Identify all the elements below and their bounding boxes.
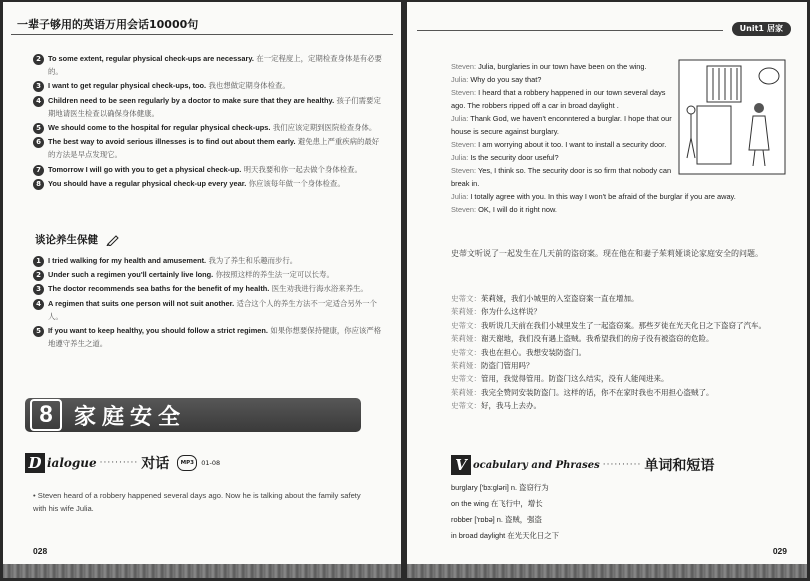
english-sentence: The doctor recommends sea baths for the benefit of my health. [48,284,270,294]
list-item [33,79,385,92]
english-sentence: If you want to keep healthy, you should follow a strict regimen. [48,326,268,336]
list-item [33,254,385,267]
health-sentence-list [33,254,385,351]
pencil-icon [106,234,120,246]
list-item [33,177,385,190]
vocab-item: robber ['rɒbə] n. 盗贼，强盗 [451,515,542,524]
speaker: 史蒂文： [451,401,481,411]
mp3-icon: MP3 [177,455,197,471]
chinese-translation: 医生劝我进行海水浴来养生。 [271,284,368,294]
speaker: Steven: [451,166,477,175]
list-item [33,52,385,78]
unit-label: Unit1 [739,24,764,33]
speaker: 茱莉娅： [451,361,481,371]
dialogue-line: 茱莉娅：你为什么这样说？ [451,307,541,317]
dialogue-header [25,452,295,474]
dialogue-line: 史蒂文：我听说几天前在我们小城里发生了一起盗窃案。那些歹徒在光天化日之下盗窃了汽车。 [451,320,766,330]
dialogue-line: 史蒂文：我也在担心。我想安装防盗门。 [451,347,586,357]
speaker: Steven: [451,140,477,149]
track-number: 01-08 [201,459,221,467]
chinese-translation: 我也想做定期身体检查。 [208,81,290,91]
leader-dots: ·········· [602,460,642,470]
checkup-sentence-list [33,52,385,191]
chinese-translation: 你应该每年做一个身体检查。 [248,178,345,188]
vocab-item: in broad daylight 在光天化日之下 [451,531,560,540]
page-edge-band [407,564,807,578]
page-edge-band [3,564,401,578]
subsection-title: 谈论养生保健 [35,234,98,246]
chinese-translation: 孩子们需要定期地请医生检查以确保身体健康。 [48,95,381,118]
dialogue-line: 史蒂文：管用，我觉得管用。防盗门这么结实，没有人能闯进来。 [451,374,669,384]
dialogue-intro: • Steven heard of a robbery happened several days ago. Now he is talking about the family safety with his wife Julia. [33,491,361,513]
chinese-dialogue [451,292,791,413]
section-banner [25,398,361,432]
page-number: 029 [772,546,787,556]
speaker: Steven: [451,62,477,71]
item-number: 3 [33,81,44,92]
dialogue-line: Julia: I totally agree with you. In this way I won't be afraid of the burglar if you are away. [451,192,736,201]
chinese-translation: 在一定程度上，定期检查身体是有必要的。 [48,54,382,77]
item-number: 4 [33,299,44,310]
english-sentence: Children need to be seen regularly by a doctor to make sure that they are healthy. [48,95,335,105]
subsection-heading [35,232,120,247]
dialogue-badge: D [25,453,45,473]
item-number: 7 [33,165,44,176]
chinese-translation: 如果你想要保持健康，你应该严格地遵守养生之道。 [48,326,382,349]
vocab-label: ocabulary and Phrases [473,459,600,471]
speaker: Julia: [451,75,469,84]
vocab-item: on the wing 在飞行中，增长 [451,499,543,508]
book-title: 一辈子够用的英语万用会话10000句 [17,18,199,31]
item-number: 5 [33,123,44,134]
english-sentence: To some extent, regular physical check-ups are necessary. [48,54,254,63]
right-page [407,2,807,578]
list-item [33,268,385,281]
section-number: 8 [30,399,62,431]
english-sentence: Under such a regimen you'll certainly live long. [48,270,214,280]
dialogue-zh-label: 对话 [141,456,170,472]
dialogue-line: Steven: Julia, burglaries in our town have been on the wing. [451,62,647,71]
page-number: 028 [33,546,48,556]
item-number: 1 [33,256,44,267]
leader-dots: ·········· [99,458,139,468]
vocab-item: burglary ['bɜ:gləri] n. 盗窃行为 [451,483,549,492]
section-title: 家庭安全 [74,403,187,430]
unit-zh-label: 居家 [767,24,783,33]
header-divider [11,34,393,35]
vocab-header [451,454,791,476]
speaker: 史蒂文： [451,347,481,357]
speaker: 茱莉娅： [451,307,481,317]
english-sentence: You should have a regular physical check-up every year. [48,178,247,188]
speaker: Steven: [451,205,477,214]
english-sentence: We should come to the hospital for regular physical check-ups. [48,123,271,133]
vocab-zh-label: 单词和短语 [644,458,715,474]
item-number: 8 [33,179,44,190]
dialogue-line: 茱莉娅：谢天谢地，我们没有遇上盗贼。我希望我们的房子没有被盗窃的危险。 [451,334,714,344]
list-item [33,94,385,120]
dialogue-line: Steven: Yes, I think so. The security door is so firm that nobody can break in. [451,166,672,188]
speaker: 史蒂文： [451,294,481,303]
list-item [33,282,385,295]
dialogue-line: 史蒂文：茱莉娅，我们小城里的入室盗窃案一直在增加。 [451,294,639,303]
english-sentence: A regimen that suits one person will not suit another. [48,298,235,308]
item-number: 2 [33,270,44,281]
list-item [33,297,385,323]
english-sentence: Tomorrow I will go with you to get a physical check-up. [48,164,242,174]
speaker: Julia: [451,192,469,201]
dialogue-line: 茱莉娅：我完全赞同安装防盗门。这样的话，你不在家时我也不用担心盗贼了。 [451,387,714,397]
speaker: Steven: [451,88,477,97]
speaker: 史蒂文： [451,374,481,384]
dialogue-line: Julia: Thank God, we haven't enconntered a burglar. I hope that our house is secure against burglary. [451,114,672,136]
list-item [33,324,385,350]
dialogue-label: ialogue [47,456,97,470]
vocab-list [451,480,791,544]
chinese-intro: 史蒂文听说了一起发生在几天前的盗窃案。现在他在和妻子茱莉娅谈论家庭安全的问题。 [451,249,763,258]
chinese-translation: 我为了养生和乐趣而步行。 [208,256,298,265]
speaker: 茱莉娅： [451,387,481,397]
left-page [3,2,401,578]
english-sentence: I want to get regular physical check-ups, too. [48,81,207,91]
chinese-translation: 适合这个人的养生方法不一定适合另外一个人。 [48,298,377,321]
item-number: 4 [33,96,44,107]
speaker: Julia: [451,114,469,123]
dialogue-line: 史蒂文：好，我马上去办。 [451,401,541,411]
english-sentence: I tried walking for my health and amusement. [48,256,207,265]
item-number: 2 [33,54,44,65]
list-item [33,163,385,176]
list-item [33,121,385,134]
speaker: Julia: [451,153,469,162]
dialogue-line: Steven: I heard that a robbery happened in our town several days ago. The robbers ripped off a car in broad daylight . [451,88,666,110]
speaker: 史蒂文： [451,320,481,330]
item-number: 6 [33,137,44,148]
dialogue-line: Julia: Is the security door useful? [451,153,559,162]
chinese-translation: 你按照这样的养生法一定可以长寿。 [215,270,334,280]
unit-tab [732,22,791,36]
dialogue-line: Steven: I am worrying about it too. I want to install a security door. [451,140,667,149]
dialogue-line: Steven: OK, I will do it right now. [451,205,557,214]
chinese-translation: 我们应该定期到医院检查身体。 [272,123,377,133]
item-number: 3 [33,284,44,295]
list-item [33,135,385,161]
vocab-badge: V [451,455,471,475]
dialogue-line: 茱莉娅：防盗门管用吗？ [451,361,534,371]
chinese-translation: 明天我要和你一起去做个身体检查。 [243,164,362,174]
chinese-translation: 避免患上严重疾病的最好的方法是早点发现它。 [48,137,380,160]
dialogue-line: Julia: Why do you say that? [451,75,542,84]
english-dialogue [451,60,781,216]
speaker: 茱莉娅： [451,334,481,344]
header-divider [417,30,723,31]
english-sentence: The best way to avoid serious illnesses is to find out about them early. [48,137,296,147]
item-number: 5 [33,326,44,337]
